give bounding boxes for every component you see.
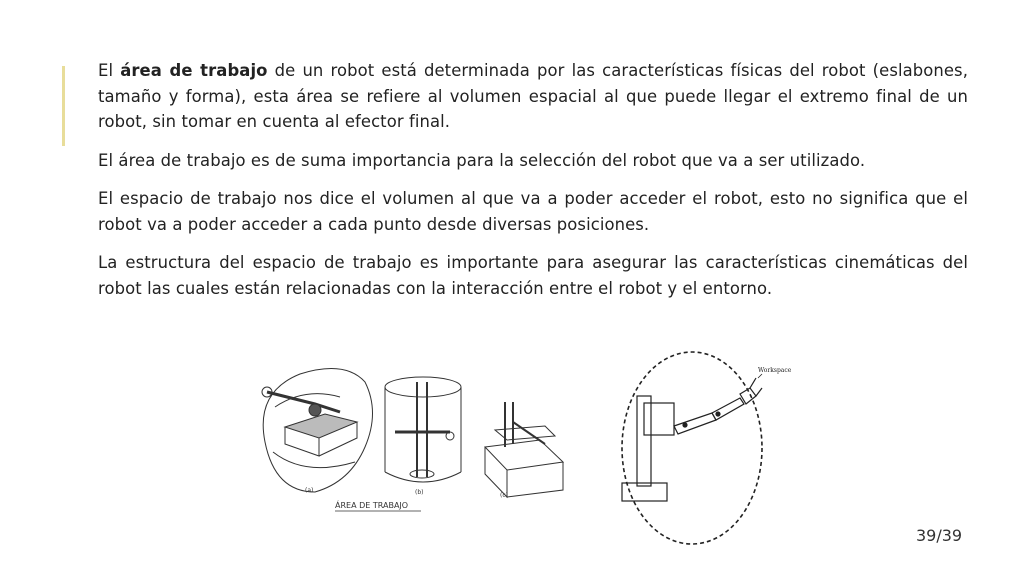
paragraph-1-text: de un robot está determinada por las características físicas del robot (eslabones, tamaño y forma), esta área se refiere al volumen espacial al que puede llegar el extremo final de un robot, sin tomar en cuenta al efector final. <box>98 61 969 131</box>
label-c: (c) <box>500 492 508 499</box>
label-a: (a) <box>305 487 314 494</box>
accent-bar <box>62 66 65 146</box>
page-number: 39/39 <box>916 526 963 545</box>
paragraph-1-bold: área de trabajo <box>120 61 268 80</box>
label-b: (b) <box>415 489 424 496</box>
workspace-boundary <box>622 352 762 544</box>
paragraph-3: El espacio de trabajo nos dice el volumen al que va a poder acceder el robot, esto no significa que el robot va a poder acceder a cada punto desde diversas posiciones. <box>98 189 968 234</box>
figure-caption: ÁREA DE TRABAJO <box>335 501 409 510</box>
paragraph-1 <box>98 58 968 135</box>
paragraph-1-prefix: El <box>98 61 121 80</box>
joint-housing <box>644 403 674 435</box>
workspace-figure-left <box>245 352 565 517</box>
robot-a-sketch <box>262 369 373 492</box>
robot-b-sketch <box>385 377 461 482</box>
slide-body <box>98 58 968 314</box>
paragraph-4: La estructura del espacio de trabajo es importante para asegurar las características cinemáticas del robot las cuales están relacionadas con la interacción entre el robot y el entorno. <box>98 253 968 298</box>
link-2 <box>712 398 744 420</box>
paragraph-2: El área de trabajo es de suma importancia para la selección del robot que va a ser utilizado. <box>98 150 866 170</box>
robot-c-sketch <box>485 402 563 497</box>
workspace-figure-right <box>612 348 822 548</box>
workspace-label: Workspace <box>758 367 792 374</box>
link-1 <box>674 413 716 434</box>
